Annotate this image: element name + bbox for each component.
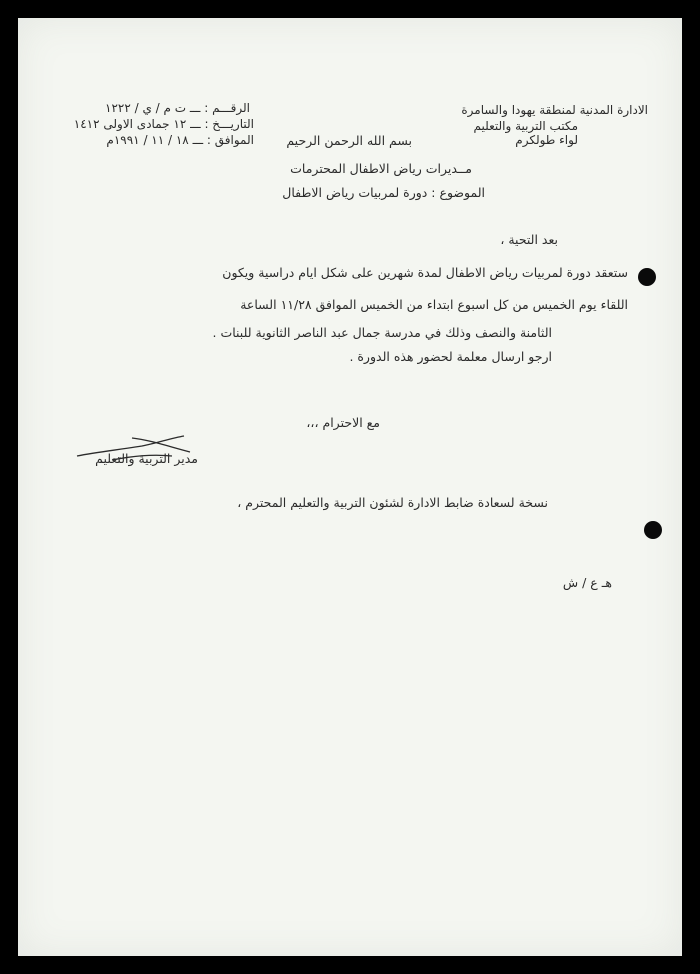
date-hijri: التاريـــخ : ـــ ١٢ جمادى الاولى ١٤١٢ — [73, 117, 254, 131]
reference-number: الرقـــم : ـــ ت م / ي / ١٢٢٢ — [105, 101, 250, 115]
basmala: بسم الله الرحمن الرحيم — [286, 133, 412, 148]
body-line-3: الثامنة والنصف وذلك في مدرسة جمال عبد الناصر الثانوية للبنات . — [212, 325, 552, 340]
document-page — [18, 18, 682, 956]
org-district: لواء طولكرم — [515, 133, 578, 147]
addressee: مــديرات رياض الاطفال المحترمات — [290, 161, 472, 176]
greeting: بعد التحية ، — [500, 232, 558, 247]
subject-line: الموضوع : دورة لمربيات رياض الاطفال — [282, 185, 485, 200]
org-office: مكتب التربية والتعليم — [473, 119, 578, 133]
body-line-2: اللقاء يوم الخميس من كل اسبوع ابتداء من الخميس الموافق ١١/٢٨ الساعة — [240, 297, 628, 312]
punch-hole-bottom — [644, 521, 662, 539]
typist-initials: هـ ع / ش — [562, 575, 612, 590]
copy-recipient: نسخة لسعادة ضابط الادارة لشئون التربية والتعليم المحترم ، — [237, 495, 548, 510]
date-gregorian: الموافق : ـــ ١٨ / ١١ / ١٩٩١م — [106, 133, 254, 147]
punch-hole-top — [638, 268, 656, 286]
body-line-1: ستعقد دورة لمربيات رياض الاطفال لمدة شهرين على شكل ايام دراسية ويكون — [222, 265, 628, 280]
signature-title: مدير التربية والتعليم — [95, 451, 198, 466]
org-name: الادارة المدنية لمنطقة يهودا والسامرة — [461, 103, 648, 117]
closing: مع الاحترام ،،، — [306, 415, 380, 430]
body-line-4: ارجو ارسال معلمة لحضور هذه الدورة . — [349, 349, 552, 364]
